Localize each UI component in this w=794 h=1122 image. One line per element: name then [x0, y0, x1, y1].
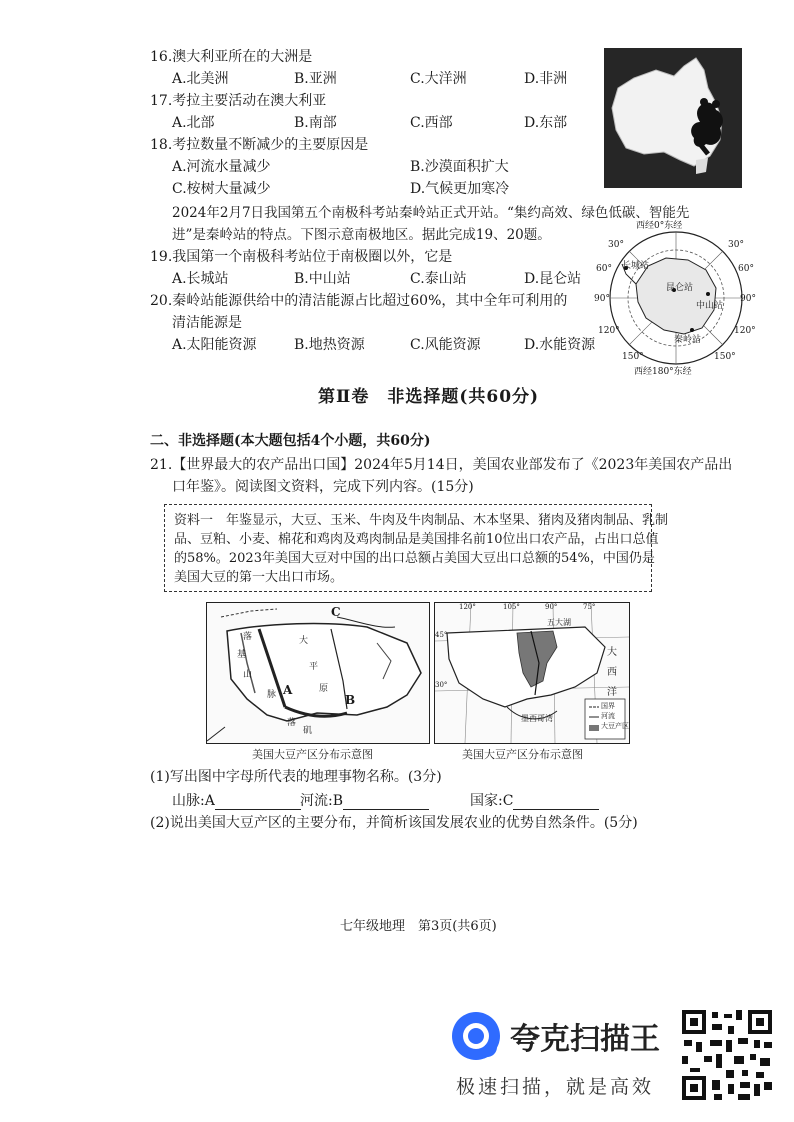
- map1-char: 大: [299, 636, 309, 646]
- intro-19-line2: 进”是秦岭站的特点。下图示意南极地区。据此完成19、20题。: [172, 227, 551, 243]
- q16-option-a: A.北美洲: [172, 71, 229, 87]
- map2-ocean-char: 洋: [607, 687, 617, 698]
- station-label: 中山站: [696, 301, 724, 311]
- deg-label: 120°: [598, 326, 620, 336]
- q21-sub2: (2)说出美国大豆产区的主要分布，并简析该国发展农业的优势自然条件。(5分): [150, 815, 638, 831]
- field-river: [300, 792, 429, 810]
- q20-option-b: B.地热资源: [294, 337, 365, 353]
- material-line: 资料一 年鉴显示，大豆、玉米、牛肉及牛肉制品、木本坚果、猪肉及猪肉制品、乳制: [174, 513, 669, 528]
- field-country-label: 国家:C: [470, 793, 514, 809]
- intro-19-line1: 2024年2月7日我国第五个南极科考站秦岭站正式开站。“集约高效、绿色低碳、智能先: [172, 205, 690, 221]
- q20-option-c: C.风能资源: [410, 337, 481, 353]
- map2-legend-item: 河流: [601, 712, 615, 720]
- map1-char: 基: [237, 650, 247, 660]
- map2-legend-item: 大豆产区: [601, 722, 629, 730]
- answer-blank-b[interactable]: [343, 809, 429, 810]
- map1-char: 原: [319, 684, 329, 694]
- map1-char: 平: [309, 662, 319, 672]
- deg-label: 150°: [714, 352, 736, 362]
- q18-option-b: B.沙漠面积扩大: [410, 159, 509, 175]
- q20-stem-line2: 清洁能源是: [172, 315, 242, 331]
- q16-option-d: D.非洲: [524, 71, 568, 87]
- australia-koala-map: [604, 48, 742, 188]
- q21-stem-line1: 21.【世界最大的农产品出口国】2024年5月14日，美国农业部发布了《2023年美国农产品出: [150, 457, 733, 473]
- station-label: 秦岭站: [674, 335, 702, 345]
- brand-name: 夸克扫描王: [510, 1022, 660, 1057]
- map-bottom-label: 西经180°东经: [634, 367, 692, 377]
- q20-stem-line1: 20.秦岭站能源供给中的清洁能源占比超过60%，其中全年可利用的: [150, 293, 568, 309]
- q18-stem: 18.考拉数量不断减少的主要原因是: [150, 137, 369, 153]
- map2-degree: 90°: [545, 603, 558, 611]
- q19-option-a: A.长城站: [172, 271, 229, 287]
- station-label: 昆仑站: [666, 283, 694, 293]
- deg-label: 150°: [622, 352, 644, 362]
- q19-option-b: B.中山站: [294, 271, 351, 287]
- q17-option-a: A.北部: [172, 115, 215, 131]
- q17-stem: 17.考拉主要活动在澳大利亚: [150, 93, 327, 109]
- map1-caption: 美国大豆产区分布示意图: [252, 748, 373, 761]
- us-terrain-map: [206, 602, 430, 744]
- q19-option-c: C.泰山站: [410, 271, 467, 287]
- map2-degree: 120°: [459, 603, 476, 611]
- q16-stem: 16.澳大利亚所在的大洲是: [150, 49, 313, 65]
- q21-stem-line2: 口年鉴》。阅读图文资料，完成下列内容。(15分): [172, 479, 474, 495]
- map2-degree: 75°: [583, 603, 596, 611]
- map1-char: 山: [243, 670, 253, 680]
- map-top-label: 西经0°东经: [636, 221, 683, 231]
- q19-option-d: D.昆仑站: [524, 271, 582, 287]
- map1-char: 脉: [267, 690, 277, 700]
- station-label: 长城站: [622, 261, 650, 271]
- map2-legend-item: 国界: [601, 702, 615, 710]
- material-line: 的58%。2023年美国大豆对中国的出口总额占美国大豆出口总额的54%，中国仍是: [174, 551, 655, 566]
- field-mountain: [172, 792, 301, 810]
- q20-option-d: D.水能资源: [524, 337, 596, 353]
- map2-ocean-char: 西: [607, 667, 617, 678]
- map1-char: 矶: [303, 726, 313, 736]
- qr-code: [682, 1010, 772, 1100]
- material-line: 品、豆粕、小麦、棉花和鸡肉及鸡肉制品是美国排名前10位出口农产品，占出口总值: [174, 532, 659, 547]
- map1-letter-a: A: [283, 683, 293, 697]
- q17-option-b: B.南部: [294, 115, 337, 131]
- map2-gulf-label: 墨西哥湾: [521, 714, 553, 723]
- part-2-heading: 二、非选择题(本大题包括4个小题，共60分): [150, 433, 431, 449]
- section-2-title: 第Ⅱ卷 非选择题(共60分): [318, 387, 540, 407]
- deg-label: 60°: [596, 264, 612, 274]
- q19-stem: 19.我国第一个南极科考站位于南极圈以外，它是: [150, 249, 453, 265]
- answer-blank-a[interactable]: [215, 809, 301, 810]
- q16-option-b: B.亚洲: [294, 71, 337, 87]
- q18-option-a: A.河流水量减少: [172, 159, 271, 175]
- deg-label: 90°: [740, 294, 756, 304]
- map2-lakes-label: 五大湖: [547, 618, 571, 627]
- q16-option-c: C.大洋洲: [410, 71, 467, 87]
- map2-caption: 美国大豆产区分布示意图: [462, 748, 583, 761]
- q18-option-c: C.桉树大量减少: [172, 181, 271, 197]
- map1-char: 落: [287, 718, 297, 728]
- antarctic-map: [596, 218, 756, 376]
- field-river-label: 河流:B: [300, 793, 344, 809]
- q20-option-a: A.太阳能资源: [172, 337, 257, 353]
- deg-label: 120°: [734, 326, 756, 336]
- field-mountain-label: 山脉:A: [172, 793, 215, 809]
- q18-option-d: D.气候更加寒冷: [410, 181, 510, 197]
- map2-degree: 30°: [435, 681, 448, 689]
- material-line: 美国大豆的第一大出口市场。: [174, 570, 344, 585]
- us-soybean-map: [434, 602, 630, 744]
- deg-label: 30°: [608, 240, 624, 250]
- map1-char: 落: [243, 632, 253, 642]
- scanner-watermark: [0, 990, 794, 1122]
- deg-label: 90°: [594, 294, 610, 304]
- map2-degree: 45°: [435, 631, 448, 639]
- q21-sub1: (1)写出图中字母所代表的地理事物名称。(3分): [150, 769, 442, 785]
- brand-slogan: 极速扫描，就是高效: [456, 1076, 655, 1098]
- deg-label: 30°: [728, 240, 744, 250]
- answer-blank-c[interactable]: [513, 809, 599, 810]
- brand-logo-icon: [452, 1012, 500, 1060]
- map1-letter-b: B: [345, 693, 356, 707]
- q17-option-c: C.西部: [410, 115, 453, 131]
- map1-letter-c: C: [331, 605, 341, 619]
- q17-option-d: D.东部: [524, 115, 568, 131]
- page-footer: 七年级地理 第3页(共6页): [340, 919, 497, 934]
- map2-degree: 105°: [503, 603, 520, 611]
- map2-ocean-char: 大: [607, 647, 617, 658]
- deg-label: 60°: [738, 264, 754, 274]
- field-country: [470, 792, 599, 810]
